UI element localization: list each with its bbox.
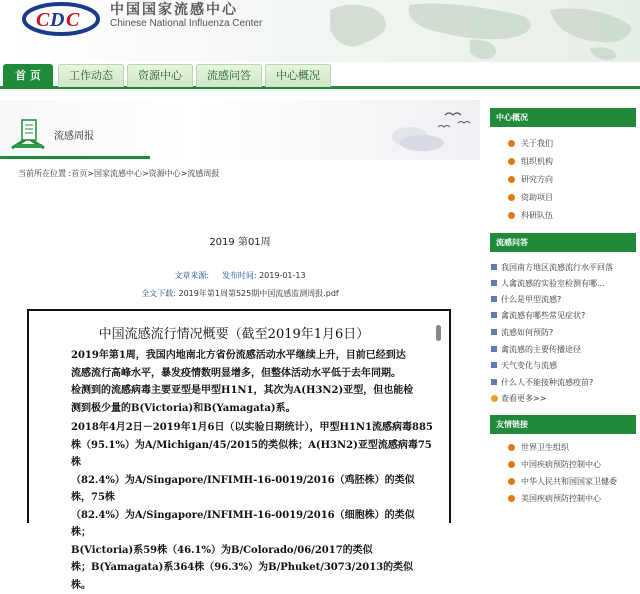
qa-item[interactable] xyxy=(491,278,605,289)
publish-date: 2019-01-13 xyxy=(259,271,306,280)
bullet-icon xyxy=(508,444,515,451)
qa-item-label: 禽流感的主要传播途径 xyxy=(501,345,581,354)
bullet-icon xyxy=(508,158,515,165)
download-link[interactable]: 2019年第1周第525期中国流感监测周报.pdf xyxy=(178,289,339,298)
sidebar-item-funding[interactable] xyxy=(508,192,553,203)
pdf-line: （82.4%）为A/Singapore/INFIMH-16-0019/2016（鸡胚株）的类似株，75株 xyxy=(71,474,415,503)
pdf-line: 测到极少量的B(Victoria)和B(Yamagata)系。 xyxy=(71,402,296,414)
sidebar-qa-title: 流感问答 xyxy=(490,233,636,252)
bullet-icon xyxy=(491,346,497,352)
bullet-icon xyxy=(491,329,497,335)
more-icon xyxy=(491,395,498,402)
bullet-icon xyxy=(491,362,497,368)
bullet-icon xyxy=(508,495,515,502)
sidebar-item-organization[interactable] xyxy=(508,156,553,167)
site-title: 中国国家流感中心 xyxy=(110,2,238,18)
bullet-icon xyxy=(508,461,515,468)
qa-item[interactable] xyxy=(491,344,581,355)
banner-title: 流感周报 xyxy=(54,131,94,142)
pdf-line: B(Victoria)系59株（46.1%）为B/Colorado/06/2017的类似 xyxy=(71,544,373,556)
link-label: 中国疾病预防控制中心 xyxy=(521,460,601,469)
pdf-viewer[interactable] xyxy=(27,309,451,591)
bullet-icon xyxy=(491,312,497,318)
qa-item[interactable] xyxy=(491,310,585,321)
qa-item-label: 我国南方地区流感流行水平回落 xyxy=(501,263,613,272)
site-header xyxy=(0,0,640,62)
nav-home[interactable]: 首 页 xyxy=(3,64,53,87)
svg-text:C: C xyxy=(36,9,50,31)
link-who[interactable] xyxy=(508,442,569,453)
breadcrumb[interactable]: 当前所在位置 :首页>国家流感中心>资源中心>流感周报 xyxy=(18,169,220,178)
bullet-icon xyxy=(491,296,497,302)
world-map-decoration xyxy=(290,0,640,62)
sidebar-links-title: 友情链接 xyxy=(490,415,636,434)
bullet-icon xyxy=(508,176,515,183)
section-banner xyxy=(0,100,480,160)
bullet-icon xyxy=(491,280,497,286)
qa-item-label: 禽流感有哪些常见症状? xyxy=(501,311,586,320)
sidebar-item-label: 科研队伍 xyxy=(521,211,553,220)
bullet-icon xyxy=(508,212,515,219)
link-us-cdc[interactable] xyxy=(508,493,601,504)
svg-text:D: D xyxy=(50,9,65,31)
nav-work-updates[interactable]: 工作动态 xyxy=(58,64,124,87)
link-label: 美国疾病预防控制中心 xyxy=(521,494,601,503)
pdf-line: 株；B(Yamagata)系364株（96.3%）为B/Phuket/3073/2013的类似株。 xyxy=(71,562,414,591)
link-label: 世界卫生组织 xyxy=(521,443,569,452)
pdf-line: 2018年4月2日－2019年1月6日（以实验日期统计），甲型H1N1流感病毒885 xyxy=(71,422,433,433)
link-china-cdc[interactable] xyxy=(508,459,601,470)
link-label: 中华人民共和国国家卫健委 xyxy=(521,477,617,486)
bullet-icon xyxy=(491,379,497,385)
qa-item[interactable] xyxy=(491,327,553,338)
bullet-icon xyxy=(508,194,515,201)
pdf-line: 2019年第1周，我国内地南北方省份流感活动水平继续上升，目前已经到达 xyxy=(71,350,406,361)
svg-text:C: C xyxy=(66,9,80,31)
pdf-line: 株（95.1%）为A/Michigan/45/2015的类似株；A(H3N2)亚型流感病毒75株 xyxy=(71,439,432,468)
article-title: 2019 第01周 xyxy=(209,237,271,248)
sidebar-item-label: 资助项目 xyxy=(521,193,553,202)
pdf-paragraph-1 xyxy=(71,347,433,417)
sidebar-item-label: 关于我们 xyxy=(521,139,553,148)
banner-underline xyxy=(0,156,150,159)
nav-resource-center[interactable]: 资源中心 xyxy=(127,64,193,87)
document-icon xyxy=(8,114,48,154)
bullet-icon xyxy=(508,140,515,147)
main-nav xyxy=(0,62,640,89)
bullet-icon xyxy=(491,264,497,270)
nav-flu-qa[interactable]: 流感问答 xyxy=(196,64,262,87)
qa-more-link[interactable] xyxy=(491,393,546,404)
date-label: 发布时间: xyxy=(221,271,257,280)
pdf-line: （82.4%）为A/Singapore/INFIMH-16-0019/2016（细胞株）的类似株； xyxy=(71,509,415,538)
sidebar-item-label: 研究方向 xyxy=(521,175,553,184)
download-label: 全文下载: xyxy=(141,289,176,298)
qa-item[interactable] xyxy=(491,360,557,371)
sidebar-item-label: 组织机构 xyxy=(521,157,553,166)
qa-item[interactable] xyxy=(491,294,561,305)
link-nhc[interactable] xyxy=(508,476,617,487)
qa-item-label: 天气变化与流感 xyxy=(501,361,557,370)
qa-item-label: 人禽流感的实验室检测有哪... xyxy=(501,279,605,288)
cnic-logo[interactable] xyxy=(22,2,100,36)
sidebar-item-about[interactable] xyxy=(508,138,553,149)
sidebar-overview-title: 中心概况 xyxy=(490,108,636,127)
sidebar-item-team[interactable] xyxy=(508,210,553,221)
source-label: 文章来源: xyxy=(174,271,210,280)
pdf-heading: 中国流感流行情况概要（截至2019年1月6日） xyxy=(98,327,370,342)
download-row xyxy=(0,288,480,299)
sidebar-item-research[interactable] xyxy=(508,174,553,185)
qa-item-label: 流感如何预防? xyxy=(501,328,554,337)
pdf-line: 检测到的流感病毒主要亚型是甲型H1N1，其次为A(H3N2)亚型，但也能检 xyxy=(71,385,414,396)
birds-decoration xyxy=(380,105,480,155)
qa-item-label: 什么人不能接种流感疫苗? xyxy=(501,378,594,387)
qa-item-label: 什么是甲型流感? xyxy=(501,295,562,304)
nav-center-overview[interactable]: 中心概况 xyxy=(265,64,331,87)
article-meta xyxy=(0,270,480,281)
more-label: 查看更多>> xyxy=(501,394,547,403)
qa-item[interactable] xyxy=(491,377,593,388)
qa-item[interactable] xyxy=(491,262,613,273)
pdf-line: 流感流行高峰水平，暴发疫情数明显增多，但整体活动水平低于去年同期。 xyxy=(71,367,401,379)
site-subtitle: Chinese National Influenza Center xyxy=(110,18,263,29)
pdf-paragraph-2 xyxy=(71,419,433,594)
bullet-icon xyxy=(508,478,515,485)
